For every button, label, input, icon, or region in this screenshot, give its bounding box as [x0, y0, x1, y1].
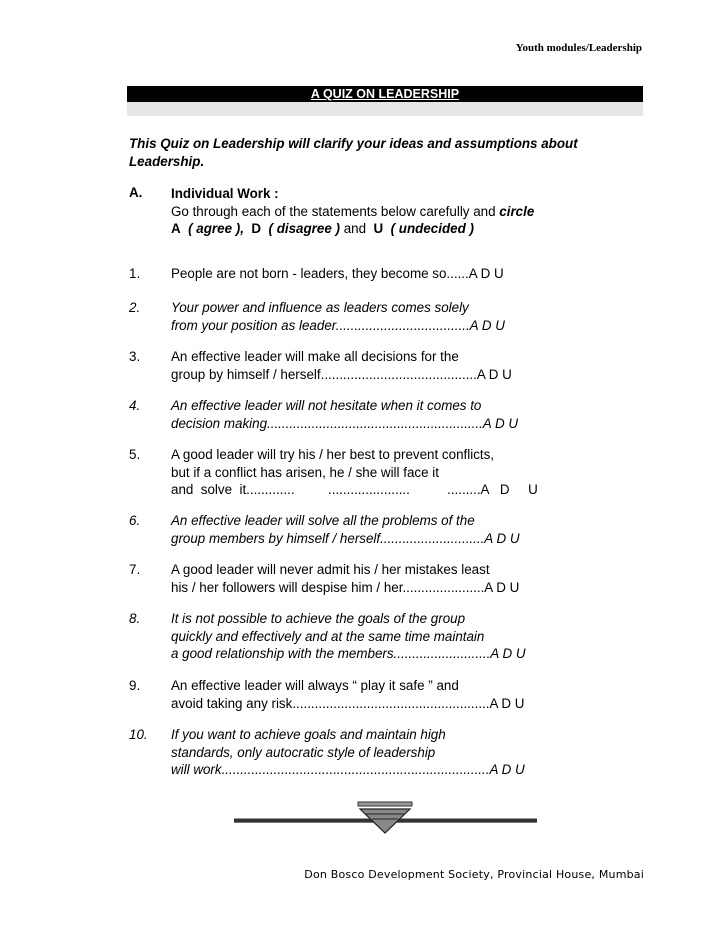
question-line: A good leader will try his / her best to prevent conflicts,	[171, 447, 495, 462]
footer-ornament-icon	[356, 801, 414, 835]
title-shadow	[127, 102, 643, 116]
question-line: It is not possible to achieve the goals of the group	[171, 611, 466, 626]
question-line: A good leader will never admit his / her mistakes least	[171, 562, 490, 577]
page-title: A QUIZ ON LEADERSHIP	[310, 87, 460, 101]
question-line: standards, only autocratic style of leadership	[171, 744, 436, 760]
question-number: 3.	[129, 349, 141, 364]
question-line: group by himself / herself..........................................A D U	[171, 366, 512, 382]
question-line: his / her followers will despise him / her......................A D U	[171, 579, 520, 595]
page-header: Youth modules/Leadership	[515, 42, 642, 54]
question-line: quickly and effectively and at the same time maintain	[171, 628, 485, 644]
option-and: and	[343, 221, 367, 236]
footer-text: Don Bosco Development Society, Provincial House, Mumbai	[304, 868, 644, 881]
option-u: U	[373, 221, 384, 236]
question-number: 8.	[129, 611, 141, 626]
question-line: Your power and influence as leaders comes solely	[171, 300, 469, 315]
question-line: a good relationship with the members..........................A D U	[171, 646, 526, 661]
option-d-label: ( disagree )	[268, 221, 340, 236]
option-u-label: ( undecided )	[390, 221, 474, 236]
instruction-text: Go through each of the statements below carefully and	[171, 203, 496, 219]
option-a: A	[171, 221, 181, 236]
section-instruction	[171, 203, 641, 221]
intro-text: This Quiz on Leadership will clarify your ideas and assumptions about Leadership.	[129, 136, 578, 169]
question-line: decision making..........................................................A D U	[171, 415, 519, 431]
question-line: An effective leader will not hesitate when it comes to	[171, 398, 482, 413]
question-line: An effective leader will solve all the problems of the	[171, 513, 475, 528]
instruction-circle: circle	[499, 203, 535, 219]
option-d: D	[251, 221, 262, 236]
question-line: An effective leader will always “ play it safe ” and	[171, 678, 459, 693]
question-number: 4.	[129, 398, 141, 413]
question-line: from your position as leader....................................A D U	[171, 317, 505, 333]
question-line: avoid taking any risk.....................................................A D U	[171, 695, 525, 711]
section-body	[171, 185, 641, 238]
title-bar	[127, 86, 643, 102]
question-line: If you want to achieve goals and maintain high	[171, 727, 446, 742]
question-number: 5.	[129, 447, 141, 462]
question-number: 9.	[129, 678, 141, 693]
question-line: but if a conflict has arisen, he / she will face it	[171, 464, 439, 480]
question-line: People are not born - leaders, they become so......A D U	[171, 266, 504, 281]
question-number: 6.	[129, 513, 141, 528]
question-number: 10.	[129, 727, 148, 742]
question-number: 1.	[129, 266, 141, 281]
question-number: 2.	[129, 300, 141, 315]
option-a-label: ( agree ),	[188, 221, 244, 236]
options-legend	[171, 220, 641, 238]
section-heading: Individual Work :	[171, 186, 279, 201]
section-letter: A.	[129, 185, 143, 200]
question-line: and solve it............. ...................... .........A D U	[171, 482, 538, 497]
question-line: group members by himself / herself............................A D U	[171, 530, 520, 546]
question-line: An effective leader will make all decisions for the	[171, 349, 459, 364]
question-line: will work........................................................................A D U	[171, 762, 525, 777]
question-number: 7.	[129, 562, 141, 577]
